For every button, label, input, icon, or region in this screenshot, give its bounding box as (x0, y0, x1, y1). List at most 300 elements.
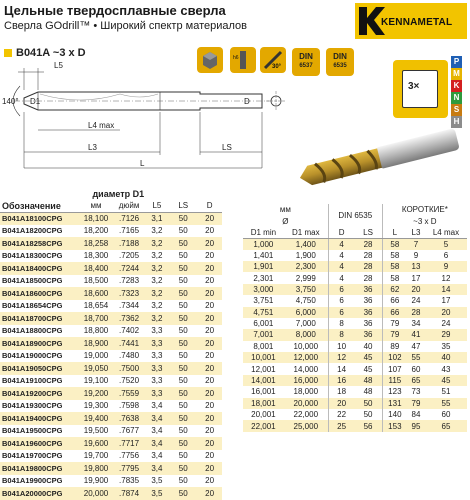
dim-cell: 20 (425, 307, 467, 318)
table-cell: 20 (197, 437, 222, 450)
dim-cell: 123 (382, 386, 407, 397)
table-cell: .7559 (114, 387, 145, 400)
header-col-1: дюйм (114, 200, 145, 212)
d1-label: D1 (30, 97, 41, 106)
dim-cell: 45 (425, 375, 467, 386)
product-code: B041A18200CPG (0, 225, 78, 238)
header-col-3: LS (169, 200, 197, 212)
header-designation: Обозначение (0, 200, 78, 212)
short-label: КОРОТКИЕ* (382, 204, 467, 215)
product-code: B041A19800CPG (0, 462, 78, 475)
dim-table-row (243, 284, 467, 295)
dim-cell: 65 (425, 420, 467, 431)
table-cell: 20 (197, 300, 222, 313)
dim-cell: 36 (354, 284, 382, 295)
table-row (0, 237, 222, 250)
product-table (0, 187, 222, 500)
table-cell: 20 (197, 425, 222, 438)
dim-cell: 14,001 (243, 375, 284, 386)
dim-cell: 79 (382, 329, 407, 340)
table-header-group (0, 187, 222, 200)
dim-cell: 12 (425, 272, 467, 283)
material-m: M (451, 68, 462, 80)
dim-cell: 1,400 (284, 238, 329, 249)
dim-table-row (243, 238, 467, 249)
table-cell: .7677 (114, 425, 145, 438)
dim-cell: 36 (354, 329, 382, 340)
table-cell: 18,500 (78, 275, 113, 288)
dim-cell: 9 (407, 250, 425, 261)
dim-cell: 56 (354, 420, 382, 431)
material-groups (451, 56, 462, 128)
dim-cell: 5 (425, 238, 467, 249)
dim-cell: 9 (425, 261, 467, 272)
dim-table-row (243, 318, 467, 329)
dim-cell: 28 (354, 272, 382, 283)
table-cell: 3,3 (145, 350, 170, 363)
table-cell: 18,300 (78, 250, 113, 263)
dim-cell: 131 (382, 398, 407, 409)
table-cell: .7520 (114, 375, 145, 388)
table-cell: 50 (169, 462, 197, 475)
table-cell: .7205 (114, 250, 145, 263)
dim-cell: 20 (407, 284, 425, 295)
table-cell: 50 (169, 237, 197, 250)
dim-cell: 10,000 (284, 341, 329, 352)
dim-cell: 35 (425, 341, 467, 352)
table-cell: 20 (197, 350, 222, 363)
dim-cell: 55 (407, 352, 425, 363)
product-code: B041A19050CPG (0, 362, 78, 375)
dim-cell: 12 (328, 352, 354, 363)
brand-name: KENNAMETAL (381, 17, 453, 28)
dim-cell: 60 (425, 409, 467, 420)
table-cell: 3,2 (145, 225, 170, 238)
dim-cell: 58 (382, 261, 407, 272)
l5-label: L5 (54, 61, 63, 70)
dim-table-row (243, 398, 467, 409)
page-title: Цельные твердосплавные сверла (4, 3, 226, 18)
dim-table-row (243, 272, 467, 283)
drill-product-image (290, 125, 465, 195)
dim-cell: 58 (382, 238, 407, 249)
table-cell: 50 (169, 337, 197, 350)
dim-cell: 43 (425, 363, 467, 374)
din-6537-top: DIN (299, 52, 313, 61)
table-row (0, 387, 222, 400)
dim-cell: 17 (407, 272, 425, 283)
dim-cell: 45 (354, 363, 382, 374)
table-cell: 3,4 (145, 462, 170, 475)
table-cell: 19,800 (78, 462, 113, 475)
dim-cell: 24 (425, 318, 467, 329)
dim-cell: 4,751 (243, 307, 284, 318)
dim-cell: 73 (407, 386, 425, 397)
product-code: B041A20000CPG (0, 487, 78, 500)
product-code: B041A19700CPG (0, 450, 78, 463)
dim-cell: 16,000 (284, 375, 329, 386)
table-cell: 3,2 (145, 250, 170, 263)
dim-col-2: D (328, 227, 354, 238)
product-code: B041A19600CPG (0, 437, 78, 450)
dim-cell: 40 (425, 352, 467, 363)
product-code: B041A18654CPG (0, 300, 78, 313)
dim-cell: 48 (354, 386, 382, 397)
dim-cell: 6 (328, 295, 354, 306)
table-cell: 50 (169, 350, 197, 363)
depth-box (402, 70, 438, 108)
dim-cell: 1,901 (243, 261, 284, 272)
table-cell: 20 (197, 375, 222, 388)
dim-cell: 102 (382, 352, 407, 363)
table-cell: 3,4 (145, 425, 170, 438)
depth-label: 3× (408, 81, 420, 92)
table-cell: 50 (169, 212, 197, 225)
dim-cell: 12,001 (243, 363, 284, 374)
dim-col-6: L4 max (425, 227, 467, 238)
table-cell: 20 (197, 250, 222, 263)
table-cell: 18,258 (78, 237, 113, 250)
table-cell: .7126 (114, 212, 145, 225)
dim-table-row (243, 352, 467, 363)
table-cell: 50 (169, 375, 197, 388)
table-cell: 3,1 (145, 212, 170, 225)
table-row (0, 300, 222, 313)
product-code: B041A19900CPG (0, 475, 78, 488)
table-row (0, 437, 222, 450)
table-cell: 19,050 (78, 362, 113, 375)
table-cell: 20 (197, 225, 222, 238)
short-sub-label: ~3 x D (382, 215, 467, 226)
table-cell: 3,2 (145, 262, 170, 275)
table-row (0, 337, 222, 350)
dim-cell: 66 (382, 307, 407, 318)
table-cell: 50 (169, 412, 197, 425)
table-cell: 3,2 (145, 275, 170, 288)
din-6535-num: 6535 (333, 63, 347, 69)
dim-cell: 58 (382, 272, 407, 283)
material-s: S (451, 104, 462, 116)
dim-cell: 4 (328, 272, 354, 283)
dim-cell: 8 (328, 329, 354, 340)
table-row (0, 375, 222, 388)
table-cell: 20 (197, 262, 222, 275)
model-label: B041A ~3 x D (16, 47, 86, 59)
table-cell: .7480 (114, 350, 145, 363)
dim-cell: 3,000 (243, 284, 284, 295)
product-code: B041A18700CPG (0, 312, 78, 325)
dim-cell: 14,000 (284, 363, 329, 374)
table-row (0, 325, 222, 338)
product-code: B041A19100CPG (0, 375, 78, 388)
dim-cell: 18 (328, 386, 354, 397)
table-cell: 20 (197, 275, 222, 288)
dim-cell: 95 (407, 420, 425, 431)
table-cell: 50 (169, 225, 197, 238)
dim-cell: 50 (354, 398, 382, 409)
din-6535-label: DIN 6535 (328, 204, 382, 227)
table-cell: 3,4 (145, 400, 170, 413)
table-row (0, 462, 222, 475)
table-row (0, 275, 222, 288)
dim-table-row (243, 250, 467, 261)
dim-cell: 89 (382, 341, 407, 352)
dim-header-row-3 (243, 227, 467, 238)
dim-cell: 4 (328, 261, 354, 272)
dim-cell: 8,000 (284, 329, 329, 340)
dim-col-3: LS (354, 227, 382, 238)
dim-table-row (243, 375, 467, 386)
table-row (0, 450, 222, 463)
dim-cell: 18,000 (284, 386, 329, 397)
product-code: B041A18400CPG (0, 262, 78, 275)
table-cell: 50 (169, 275, 197, 288)
table-cell: 20 (197, 387, 222, 400)
dim-cell: 2,300 (284, 261, 329, 272)
table-cell: .7756 (114, 450, 145, 463)
table-cell: 20 (197, 412, 222, 425)
dim-cell: 107 (382, 363, 407, 374)
header-col-0: мм (78, 200, 113, 212)
dim-col-0: D1 min (243, 227, 284, 238)
dim-cell: 36 (354, 307, 382, 318)
table-cell: 3,2 (145, 287, 170, 300)
coolant-depth-icon (393, 60, 448, 118)
product-code: B041A19400CPG (0, 412, 78, 425)
table-cell: 50 (169, 387, 197, 400)
dim-cell: 6 (328, 284, 354, 295)
dim-cell: 115 (382, 375, 407, 386)
dim-cell: 6,000 (284, 307, 329, 318)
table-cell: 50 (169, 287, 197, 300)
table-row (0, 250, 222, 263)
table-cell: .7283 (114, 275, 145, 288)
table-row (0, 212, 222, 225)
dim-cell: 7,000 (284, 318, 329, 329)
table-cell: .7835 (114, 475, 145, 488)
table-row (0, 350, 222, 363)
table-row (0, 312, 222, 325)
dim-cell: 60 (407, 363, 425, 374)
table-cell: 20 (197, 475, 222, 488)
header-col-4: D (197, 200, 222, 212)
table-cell: .7500 (114, 362, 145, 375)
table-cell: 20 (197, 312, 222, 325)
material-k: K (451, 80, 462, 92)
product-code: B041A18100CPG (0, 212, 78, 225)
l4-label: L4 max (88, 121, 115, 130)
dim-cell: 28 (354, 250, 382, 261)
dim-cell: 16 (328, 375, 354, 386)
dim-cell: 22,001 (243, 420, 284, 431)
dim-cell: 140 (382, 409, 407, 420)
table-cell: 18,600 (78, 287, 113, 300)
table-cell: 50 (169, 475, 197, 488)
table-cell: 20 (197, 325, 222, 338)
table-cell: 50 (169, 312, 197, 325)
dim-cell: 36 (354, 295, 382, 306)
table-cell: .7874 (114, 487, 145, 500)
table-cell: 18,654 (78, 300, 113, 313)
dim-cell: 8,001 (243, 341, 284, 352)
dim-table-row (243, 261, 467, 272)
dim-cell: 10 (328, 341, 354, 352)
table-cell: 50 (169, 300, 197, 313)
dim-table-row (243, 295, 467, 306)
table-cell: 20 (197, 212, 222, 225)
product-code: B041A18800CPG (0, 325, 78, 338)
dim-cell: 55 (425, 398, 467, 409)
table-row (0, 412, 222, 425)
dim-cell: 65 (407, 375, 425, 386)
dim-cell: 4,750 (284, 295, 329, 306)
dim-cell: 48 (354, 375, 382, 386)
table-cell: 3,3 (145, 325, 170, 338)
d-label: D (244, 97, 250, 106)
header-col-2: L5 (145, 200, 170, 212)
dim-cell: 7,001 (243, 329, 284, 340)
dim-cell: 29 (425, 329, 467, 340)
product-code: B041A18258CPG (0, 237, 78, 250)
table-cell: 50 (169, 250, 197, 263)
table-cell: 20 (197, 450, 222, 463)
dim-cell: 20,000 (284, 398, 329, 409)
table-cell: .7244 (114, 262, 145, 275)
table-cell: 3,3 (145, 387, 170, 400)
svg-text:h6: h6 (233, 55, 239, 61)
table-cell: 3,2 (145, 312, 170, 325)
table-cell: 19,200 (78, 387, 113, 400)
dim-cell: 16,001 (243, 386, 284, 397)
dim-cell: 2,999 (284, 272, 329, 283)
header-spacer (0, 187, 78, 200)
dim-cell: 6 (425, 250, 467, 261)
header-diameter-group: диаметр D1 (78, 187, 222, 200)
helix-angle-label: 30° (272, 64, 282, 70)
dim-cell: 1,000 (243, 238, 284, 249)
dim-cell: 79 (407, 398, 425, 409)
table-cell: 3,4 (145, 412, 170, 425)
table-cell: 19,700 (78, 450, 113, 463)
table-cell: 20,000 (78, 487, 113, 500)
dim-cell: 28 (354, 238, 382, 249)
table-row (0, 225, 222, 238)
table-cell: .7441 (114, 337, 145, 350)
table-cell: 20 (197, 362, 222, 375)
table-cell: 19,300 (78, 400, 113, 413)
model-marker (4, 49, 12, 57)
table-cell: 50 (169, 450, 197, 463)
dim-col-5: L3 (407, 227, 425, 238)
table-cell: 19,600 (78, 437, 113, 450)
dim-table-row (243, 363, 467, 374)
dim-cell: 47 (407, 341, 425, 352)
dim-cell: 13 (407, 261, 425, 272)
dim-cell: 45 (354, 352, 382, 363)
table-cell: 3,4 (145, 437, 170, 450)
table-cell: .7598 (114, 400, 145, 413)
dim-cell: 6,001 (243, 318, 284, 329)
table-row (0, 400, 222, 413)
table-cell: .7638 (114, 412, 145, 425)
table-cell: 50 (169, 437, 197, 450)
table-cell: 18,400 (78, 262, 113, 275)
table-cell: 19,900 (78, 475, 113, 488)
product-code: B041A19300CPG (0, 400, 78, 413)
dim-cell: 3,750 (284, 284, 329, 295)
point-angle-label: 140° (2, 97, 19, 106)
dim-cell: 1,401 (243, 250, 284, 261)
dim-col-4: L (382, 227, 407, 238)
table-cell: 18,800 (78, 325, 113, 338)
table-cell: .7362 (114, 312, 145, 325)
table-cell: 50 (169, 325, 197, 338)
dim-cell: 28 (354, 261, 382, 272)
din-6535-top: DIN (333, 52, 347, 61)
table-cell: 50 (169, 425, 197, 438)
drill-drawing (0, 60, 300, 185)
dim-cell: 6 (328, 307, 354, 318)
product-code: B041A18900CPG (0, 337, 78, 350)
table-cell: .7344 (114, 300, 145, 313)
product-code: B041A18300CPG (0, 250, 78, 263)
table-cell: .7717 (114, 437, 145, 450)
material-application (393, 48, 465, 126)
table-cell: 20 (197, 400, 222, 413)
dim-cell: 153 (382, 420, 407, 431)
table-row (0, 425, 222, 438)
material-p: P (451, 56, 462, 68)
dim-table-row (243, 420, 467, 431)
dim-table-row (243, 386, 467, 397)
table-cell: 20 (197, 287, 222, 300)
table-row (0, 262, 222, 275)
ls-label: LS (222, 143, 232, 152)
dim-table-row (243, 341, 467, 352)
dim-cell: 1,900 (284, 250, 329, 261)
dim-cell: 7 (407, 238, 425, 249)
table-cell: .7402 (114, 325, 145, 338)
dim-cell: 20,001 (243, 409, 284, 420)
table-cell: 20 (197, 487, 222, 500)
page-header (0, 0, 470, 44)
dim-cell: 20 (328, 398, 354, 409)
dim-col-1: D1 max (284, 227, 329, 238)
l-label: L (140, 159, 145, 168)
dim-table-row (243, 307, 467, 318)
dim-header-row-1 (243, 204, 467, 215)
table-cell: 19,000 (78, 350, 113, 363)
table-cell: 50 (169, 362, 197, 375)
dim-cell: 36 (354, 318, 382, 329)
table-cell: 3,3 (145, 337, 170, 350)
table-row (0, 287, 222, 300)
table-cell: 19,500 (78, 425, 113, 438)
table-cell: 3,5 (145, 487, 170, 500)
din-6535-icon (326, 48, 354, 76)
table-cell: 19,100 (78, 375, 113, 388)
dim-cell: 4 (328, 238, 354, 249)
dim-cell: 25 (328, 420, 354, 431)
table-cell: 3,2 (145, 237, 170, 250)
table-cell: 18,900 (78, 337, 113, 350)
dim-cell: 41 (407, 329, 425, 340)
mm-label: мм (243, 204, 328, 215)
table-row (0, 362, 222, 375)
dim-cell: 14 (328, 363, 354, 374)
table-cell: 20 (197, 237, 222, 250)
dim-table-row (243, 329, 467, 340)
